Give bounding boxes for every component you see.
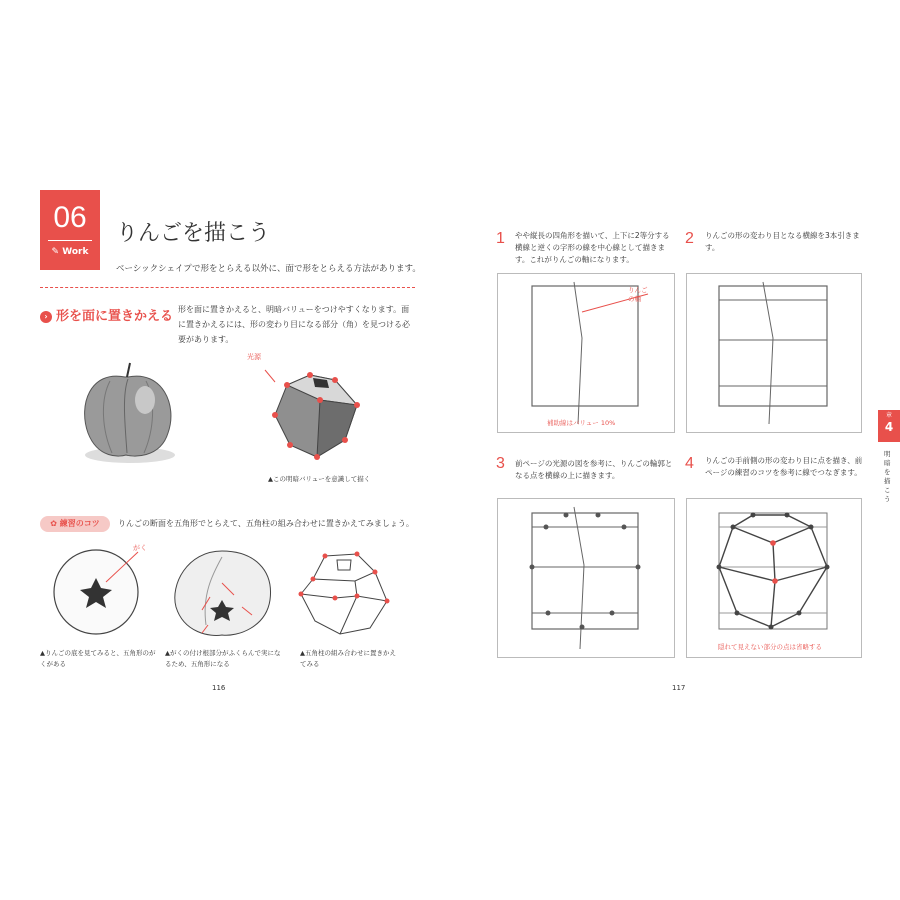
step-3-number: 3 — [496, 455, 505, 472]
badge-work-label: ✎ Work — [51, 247, 89, 257]
caption-prism: ▲五角柱の組み合わせに置きかえてみる — [300, 649, 396, 668]
helper-line-note: 補助線はバリュー 10% — [547, 419, 616, 427]
page-subtitle: ベーシックシェイプで形をとらえる以外に、面で形をとらえる方法があります。 — [116, 264, 421, 274]
axis-label: りんごの軸 — [628, 286, 648, 303]
hidden-points-note: 隠れて見えない部分の点は省略する — [718, 643, 822, 651]
facet-caption: ▲この明暗バリューを意識して描く — [268, 475, 371, 483]
left-page-number: 116 — [212, 684, 226, 692]
step-4-panel — [686, 498, 862, 658]
lesson-number: 06 — [53, 201, 87, 234]
pencil-icon: ✎ — [51, 247, 63, 257]
pentagonal-prism-sketch — [295, 546, 395, 641]
step-4-number: 4 — [685, 455, 694, 472]
step-4-text: りんごの手前側の形の変わり目に点を描き、前ページの練習のコツを参考に線でつなぎます。 — [705, 456, 863, 477]
section-text: 形を面に置きかえると、明暗バリューをつけやすくなります。面に置きかえるには、形の変わり目になる部分（角）を見つける必要があります。 — [178, 305, 410, 344]
step-1-number: 1 — [496, 230, 505, 247]
chapter-side-title: 明暗を描こう — [884, 450, 891, 503]
lesson-badge — [40, 190, 100, 270]
section-divider — [40, 287, 415, 288]
chapter-tab-number: 4 — [884, 420, 894, 434]
chapter-tab-small: 章 — [885, 412, 892, 419]
badge-divider — [48, 240, 92, 241]
arrow-bullet-icon: › — [40, 311, 52, 323]
caption-apple-bottom: ▲りんごの底を見てみると、五角形のがくがある — [40, 649, 156, 668]
step-3-text: 前ページの光源の図を参考に、りんごの輪郭となる点を横線の上に描きます。 — [515, 459, 673, 480]
step-3-panel — [497, 498, 675, 658]
apple-bottom-sketch — [38, 548, 158, 638]
apple-ridge-sketch — [162, 545, 282, 640]
chapter-tab — [878, 410, 900, 442]
section-heading: › 形を面に置きかえる — [40, 305, 173, 324]
right-page-number: 117 — [672, 684, 686, 692]
faceted-apple-diagram — [245, 360, 375, 465]
step-2-panel — [686, 273, 862, 433]
caption-apple-ridge: ▲がくの付け根部分がふくらんで実になるため、五角形になる — [165, 649, 281, 668]
tip-badge: ✿ 練習のコツ — [40, 516, 110, 532]
light-source-label: 光源 — [247, 353, 261, 361]
step-2-text: りんごの形の変わり目となる横線を3本引きます。 — [705, 231, 860, 252]
step-1-text: やや縦長の四角形を描いて、上下に2等分する横線と逆くの字形の線を中心線として描きます。これがりんごの軸になります。 — [515, 231, 670, 264]
tip-text: りんごの断面を五角形でとらえて、五角柱の組み合わせに置きかえてみましょう。 — [118, 519, 414, 528]
step-2-number: 2 — [685, 230, 694, 247]
lightbulb-icon: ✿ — [50, 519, 60, 528]
apple-sketch — [70, 355, 180, 475]
page-title: りんごを描こう — [116, 221, 271, 246]
gaku-label: がく — [133, 544, 147, 552]
